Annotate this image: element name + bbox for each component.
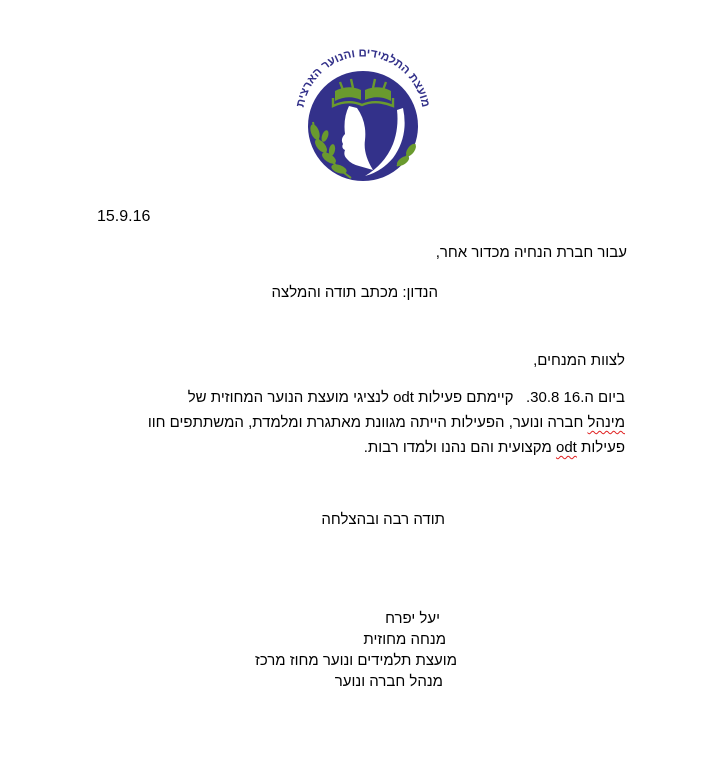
body-l1-brand: odt: [393, 389, 414, 406]
council-logo-emblem: [285, 38, 441, 194]
body-l2-rest: חברה ונוער, הפעילות הייתה מגוונת מאתגרת ומלמדת, המשתתפים חוו: [147, 414, 584, 431]
body-line-2: [85, 410, 625, 435]
letter-date: 15.9.16: [97, 208, 151, 225]
greeting-line: לצוות המנחים,: [533, 352, 625, 369]
body-l1-before-date: ביום ה.16: [563, 389, 625, 406]
body-line-3: [85, 435, 625, 460]
body-l3-before: פעילות: [581, 439, 625, 456]
body-l3-rest: מקצועית והם נהנו ולמדו רבות.: [363, 439, 552, 456]
body-l3-brand: odt: [555, 439, 577, 456]
body-line-1: [85, 385, 625, 410]
council-logo: [285, 38, 441, 194]
signature-title: מנחה מחוזית: [363, 631, 446, 648]
body-l1-date: 30.8.: [525, 389, 560, 406]
signature-dept: מנהל חברה ונוער: [334, 673, 443, 690]
body-l1-rest: לנציגי מועצת הנוער המחוזית של: [187, 389, 389, 406]
closing-line: תודה רבה ובהצלחה: [321, 511, 445, 528]
body-l2-underlined-word: מינהל: [587, 414, 625, 431]
body-l1-after-date: קיימתם פעילות: [418, 389, 514, 406]
signature-org: מועצת תלמידים ונוער מחוז מרכז: [254, 652, 457, 669]
signature-name: יעל יפרח: [385, 610, 440, 627]
logo-ring-text: מועצת התלמידים והנוער הארצית: [294, 47, 432, 109]
signature-block: [255, 608, 457, 692]
subject-line: הנדון: מכתב תודה והמלצה: [271, 284, 438, 301]
letter-body: [85, 385, 625, 460]
addressee-line: עבור חברת הנחיה מכדור אחר,: [435, 244, 627, 261]
